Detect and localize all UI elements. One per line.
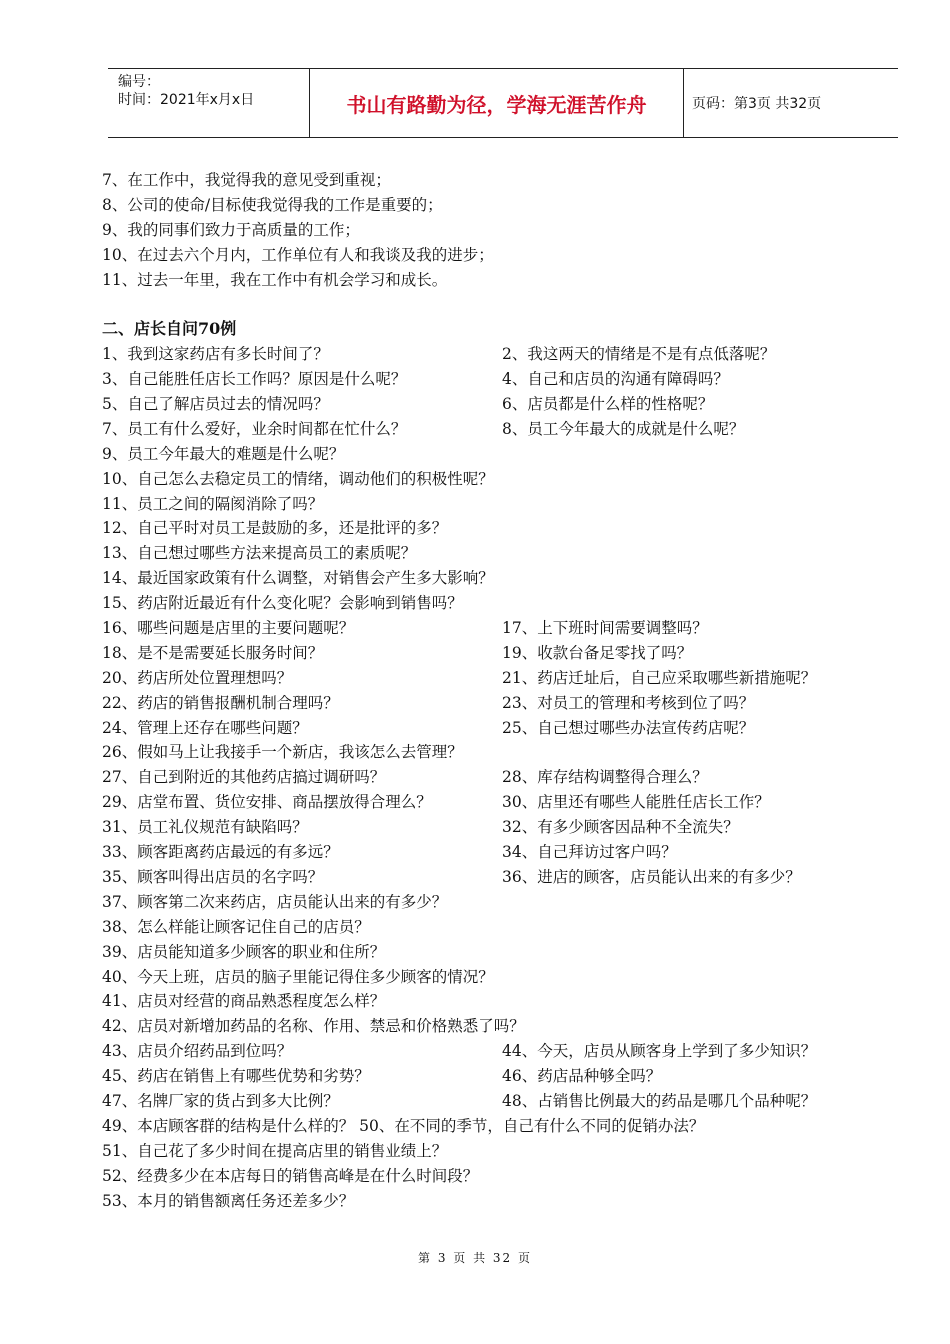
section-title: 二、店长自问70例 — [102, 319, 237, 339]
header-time: 时间：2021年x月x日 — [118, 92, 255, 108]
intro-item: 11、过去一年里，我在工作中有机会学习和成长。 — [102, 270, 448, 289]
spacer — [102, 292, 907, 317]
question-row — [102, 1089, 907, 1114]
question: 4、自己和店员的沟通有障碍吗？ — [502, 370, 729, 389]
question-row — [102, 666, 907, 691]
question: 39、店员能知道多少顾客的职业和住所？ — [102, 942, 386, 961]
question: 6、店员都是什么样的性格呢？ — [502, 395, 714, 414]
question: 32、有多少顾客因品种不全流失？ — [502, 818, 739, 837]
question: 29、店堂布置、货位安排、商品摆放得合理么？ — [102, 793, 432, 812]
question: 12、自己平时对员工是鼓励的多，还是批评的多？ — [102, 519, 448, 538]
question-row — [102, 616, 907, 641]
question: 19、收款台备足零找了吗？ — [502, 643, 693, 662]
page-footer: 第 3 页 共 32 页 — [418, 1251, 532, 1265]
question-row — [102, 1064, 907, 1089]
question-wrapped: 49、本店顾客群的结构是什么样的？ 50、在不同的季节，自己有什么不同的促销办法？ — [102, 1116, 705, 1135]
question: 44、今天，店员从顾客身上学到了多少知识？ — [502, 1042, 817, 1061]
question: 1、我到这家药店有多长时间了？ — [102, 345, 329, 364]
header-motto: 书山有路勤为径，学海无涯苦作舟 — [310, 69, 684, 137]
question-row — [102, 367, 907, 392]
question: 11、员工之间的隔阂消除了吗？ — [102, 494, 324, 513]
question: 41、店员对经营的商品熟悉程度怎么样？ — [102, 992, 386, 1011]
question: 8、员工今年最大的成就是什么呢？ — [502, 419, 745, 438]
question: 20、药店所处位置理想吗？ — [102, 668, 293, 687]
question: 31、员工礼仪规范有缺陷吗？ — [102, 818, 308, 837]
question: 28、库存结构调整得合理么？ — [502, 768, 708, 787]
question: 24、管理上还存在哪些问题？ — [102, 718, 308, 737]
header-meta — [108, 69, 310, 137]
question-row — [102, 392, 907, 417]
question: 26、假如马上让我接手一个新店，我该怎么去管理？ — [102, 743, 463, 762]
question: 53、本月的销售额离任务还差多少？ — [102, 1191, 355, 1210]
question-row — [102, 840, 907, 865]
question: 14、最近国家政策有什么调整，对销售会产生多大影响？ — [102, 569, 494, 588]
question: 23、对员工的管理和考核到位了吗？ — [502, 693, 755, 712]
question-row — [102, 865, 907, 890]
question: 47、名牌厂家的货占到多大比例？ — [102, 1091, 339, 1110]
question: 27、自己到附近的其他药店搞过调研吗？ — [102, 768, 386, 787]
question-row — [102, 815, 907, 840]
question: 13、自己想过哪些方法来提高员工的素质呢？ — [102, 544, 417, 563]
question: 22、药店的销售报酬机制合理吗？ — [102, 693, 339, 712]
question-row — [102, 790, 907, 815]
question: 46、药店品种够全吗？ — [502, 1067, 662, 1086]
question: 37、顾客第二次来药店，店员能认出来的有多少？ — [102, 892, 448, 911]
question-row — [102, 342, 907, 367]
intro-item: 9、我的同事们致力于高质量的工作； — [102, 220, 360, 239]
question: 40、今天上班，店员的脑子里能记得住多少顾客的情况？ — [102, 967, 494, 986]
intro-item: 8、公司的使命/目标使我觉得我的工作是重要的； — [102, 195, 443, 214]
document-body — [102, 168, 907, 1213]
question-row — [102, 417, 907, 442]
question: 36、进店的顾客，店员能认出来的有多少？ — [502, 867, 801, 886]
question: 30、店里还有哪些人能胜任店长工作？ — [502, 793, 770, 812]
question: 18、是不是需要延长服务时间？ — [102, 643, 324, 662]
question: 5、自己了解店员过去的情况吗？ — [102, 395, 329, 414]
question: 7、员工有什么爱好，业余时间都在忙什么？ — [102, 419, 407, 438]
question: 2、我这两天的情绪是不是有点低落呢？ — [502, 345, 776, 364]
question: 35、顾客叫得出店员的名字吗？ — [102, 867, 324, 886]
intro-item: 10、在过去六个月内，工作单位有人和我谈及我的进步； — [102, 245, 494, 264]
question: 10、自己怎么去稳定员工的情绪，调动他们的积极性呢？ — [102, 469, 494, 488]
intro-item: 7、在工作中，我觉得我的意见受到重视； — [102, 171, 391, 189]
question: 51、自己花了多少时间在提高店里的销售业绩上？ — [102, 1141, 448, 1160]
question: 33、顾客距离药店最远的有多远？ — [102, 843, 339, 862]
question-row — [102, 641, 907, 666]
question: 3、自己能胜任店长工作吗？原因是什么呢？ — [102, 370, 407, 389]
question: 52、经费多少在本店每日的销售高峰是在什么时间段？ — [102, 1166, 479, 1185]
question: 48、占销售比例最大的药品是哪几个品种呢？ — [502, 1091, 817, 1110]
question-row — [102, 691, 907, 716]
header-page-info: 页码：第3页 共32页 — [692, 96, 822, 112]
question: 21、药店迁址后，自己应采取哪些新措施呢？ — [502, 668, 817, 687]
question: 42、店员对新增加药品的名称、作用、禁忌和价格熟悉了吗？ — [102, 1017, 525, 1036]
question-row — [102, 765, 907, 790]
page-header — [108, 68, 898, 138]
question: 25、自己想过哪些办法宣传药店呢？ — [502, 718, 755, 737]
question: 43、店员介绍药品到位吗？ — [102, 1042, 293, 1061]
question: 16、哪些问题是店里的主要问题呢？ — [102, 619, 355, 638]
question: 38、怎么样能让顾客记住自己的店员？ — [102, 917, 370, 936]
question: 34、自己拜访过客户吗？ — [502, 843, 677, 862]
question: 15、药店附近最近有什么变化呢？会影响到销售吗？ — [102, 594, 463, 613]
question: 17、上下班时间需要调整吗？ — [502, 619, 708, 638]
question: 9、员工今年最大的难题是什么呢？ — [102, 444, 345, 463]
question: 45、药店在销售上有哪些优势和劣势？ — [102, 1067, 370, 1086]
header-code: 编号： — [118, 74, 160, 90]
question-row — [102, 716, 907, 741]
question-row — [102, 1039, 907, 1064]
